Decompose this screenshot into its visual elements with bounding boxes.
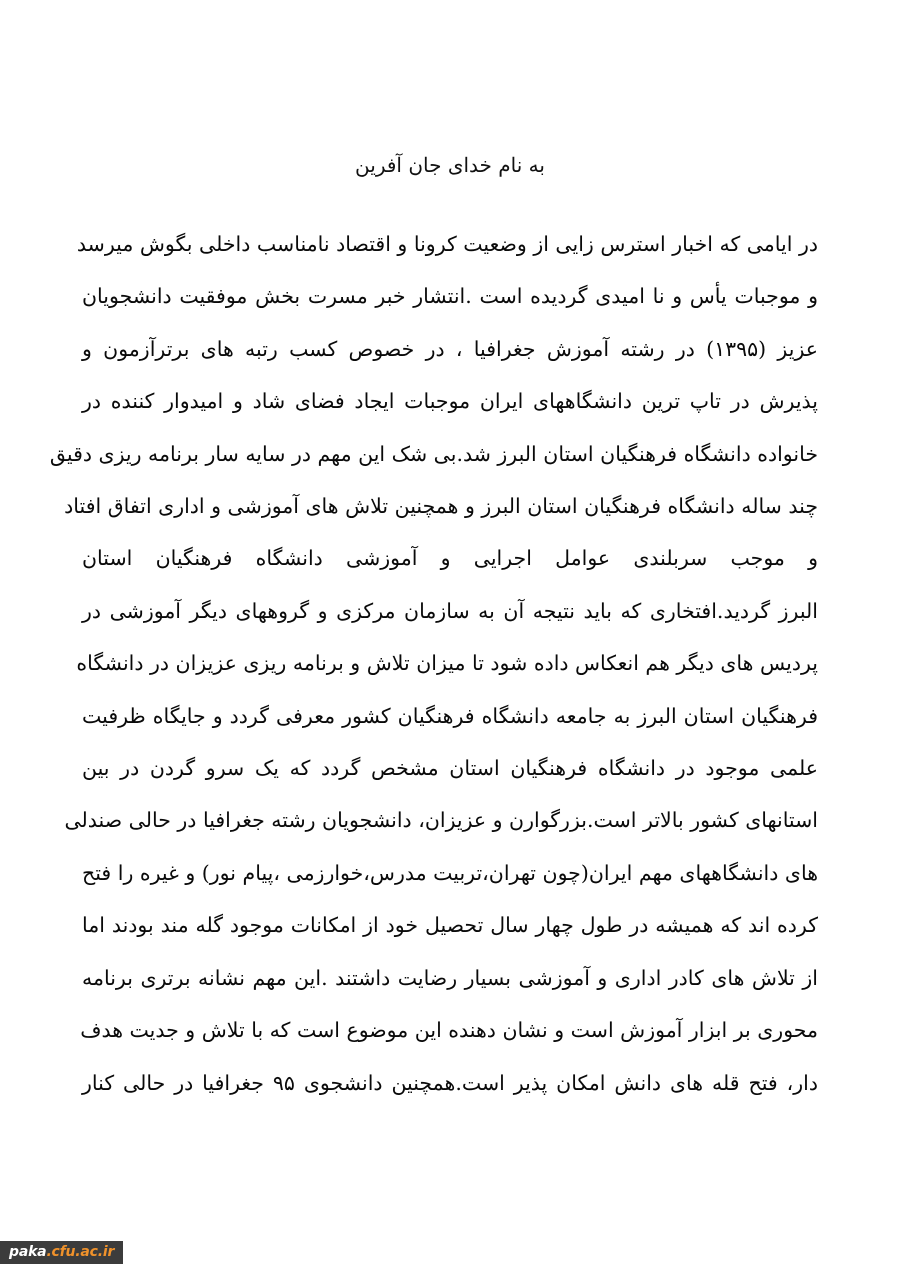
body-line: کرده اند که همیشه در طول چهار سال تحصیل خود از امکانات موجود گله مند بودند اما	[82, 913, 818, 938]
body-line: خانواده دانشگاه فرهنگیان استان البرز شد.بی شک این مهم در سایه سار برنامه ریزی دقیق	[49, 441, 818, 466]
body-line: پذیرش در تاپ ترین دانشگاههای ایران موجبات ایجاد فضای شاد و امیدوار کننده در	[82, 389, 818, 414]
body-line: از تلاش های کادر اداری و آموزشی بسیار رضایت داشتند .این مهم نشانه برتری برنامه	[82, 965, 818, 990]
body-line: پردیس های دیگر هم انعکاس داده شود تا میزان تلاش و برنامه ریزی عزیزان در دانشگاه	[76, 651, 818, 676]
page-title: به نام خدای جان آفرین	[355, 153, 545, 177]
site-watermark	[0, 1241, 123, 1264]
body-line: فرهنگیان استان البرز به جامعه دانشگاه فرهنگیان کشور معرفی گردد و جایگاه ظرفیت	[82, 703, 818, 728]
body-line: البرز گردید.افتخاری که باید نتیجه آن به سازمان مرکزی و گروههای دیگر آموزشی در	[82, 598, 818, 623]
body-line: و موجب سربلندی عوامل اجرایی و آموزشی دانشگاه فرهنگیان استان	[82, 546, 818, 571]
body-line: عزیز (۱۳۹۵) در رشته آموزش جغرافیا ، در خصوص کسب رتبه های برترآزمون و	[82, 336, 818, 361]
watermark-name: paka	[9, 1244, 47, 1260]
body-line: دار، فتح قله های دانش امکان پذیر است.همچنین دانشجوی ۹۵ جغرافیا در حالی کنار	[82, 1070, 818, 1095]
watermark-domain: .cfu.ac.ir	[46, 1244, 115, 1260]
body-line: استانهای کشور بالاتر است.بزرگوارن و عزیزان، دانشجویان رشته جغرافیا در حالی صندلی	[64, 808, 818, 833]
body-line: علمی موجود در دانشگاه فرهنگیان استان مشخص گردد که یک سرو گردن در بین	[82, 756, 818, 781]
body-line: و موجبات یأس و نا امیدی گردیده است .انتشار خبر مسرت بخش موفقیت دانشجویان	[82, 284, 818, 309]
body-paragraph	[49, 218, 818, 1109]
body-line: در ایامی که اخبار استرس زایی از وضعیت کرونا و اقتصاد نامناسب داخلی بگوش میرسد	[76, 232, 818, 256]
body-line: چند ساله دانشگاه فرهنگیان استان البرز و همچنین تلاش های آموزشی و اداری اتفاق افتاد	[64, 494, 818, 519]
body-line: های دانشگاههای مهم ایران(چون تهران،تربیت مدرس،خوارزمی ،پیام نور) و غیره را فتح	[82, 860, 818, 885]
body-line: محوری بر ابزار آموزش است و نشان دهنده این موضوع است که با تلاش و جدیت هدف	[80, 1018, 818, 1043]
